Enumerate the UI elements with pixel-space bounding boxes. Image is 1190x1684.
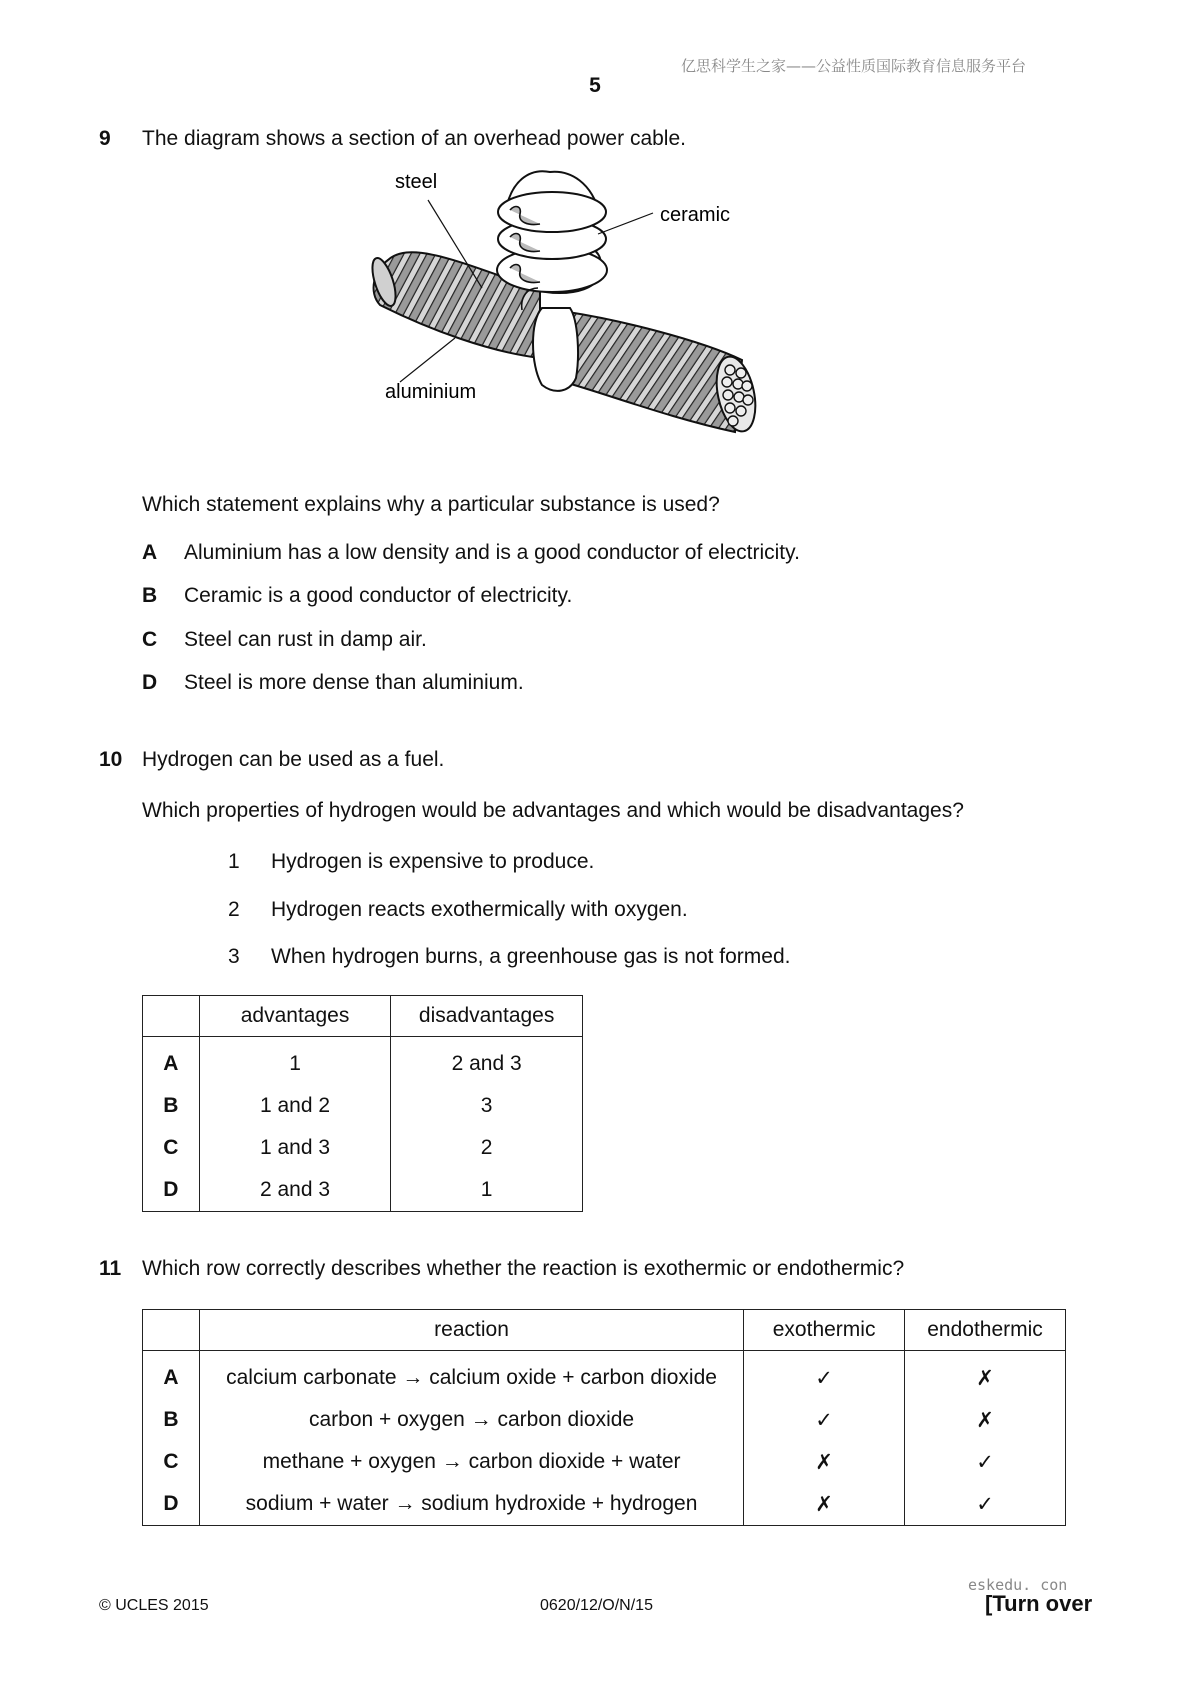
cell-disadvantages: 2 and 3 bbox=[391, 1037, 583, 1086]
row-letter: B bbox=[143, 1399, 200, 1441]
header-advantages: advantages bbox=[199, 996, 391, 1037]
cell-disadvantages: 3 bbox=[391, 1085, 583, 1127]
table-row-b[interactable] bbox=[143, 1085, 583, 1127]
option-letter: D bbox=[142, 671, 158, 694]
q9-stem: The diagram shows a section of an overhead power cable. bbox=[142, 127, 686, 150]
table-row-c[interactable] bbox=[143, 1127, 583, 1169]
cell-reaction: carbon + oxygen → carbon dioxide bbox=[199, 1399, 743, 1441]
cell-advantages: 1 and 2 bbox=[199, 1085, 391, 1127]
cell-exothermic-mark: ✓ bbox=[744, 1351, 905, 1400]
q10-statement-3-text: When hydrogen burns, a greenhouse gas is not formed. bbox=[271, 945, 791, 968]
q9-question: Which statement explains why a particular substance is used? bbox=[142, 493, 720, 516]
label-ceramic: ceramic bbox=[660, 204, 731, 226]
page-number: 5 bbox=[589, 74, 601, 97]
cell-advantages: 1 and 3 bbox=[199, 1127, 391, 1169]
table-row-d[interactable] bbox=[143, 1169, 583, 1212]
header-disadvantages: disadvantages bbox=[391, 996, 583, 1037]
power-cable-diagram bbox=[370, 170, 830, 475]
q9-number: 9 bbox=[99, 127, 111, 150]
table-row-a[interactable] bbox=[143, 1037, 583, 1086]
option-text: Aluminium has a low density and is a good conductor of electricity. bbox=[184, 541, 800, 564]
row-letter: D bbox=[143, 1483, 200, 1526]
cell-reaction: sodium + water → sodium hydroxide + hydrogen bbox=[199, 1483, 743, 1526]
cell-advantages: 2 and 3 bbox=[199, 1169, 391, 1212]
option-text: Steel is more dense than aluminium. bbox=[184, 671, 524, 694]
cell-endothermic-mark: ✓ bbox=[905, 1441, 1066, 1483]
q11-answer-table bbox=[142, 1309, 1066, 1526]
cell-exothermic-mark: ✗ bbox=[744, 1441, 905, 1483]
option-letter: A bbox=[142, 541, 158, 564]
q11-question: Which row correctly describes whether the reaction is exothermic or endothermic? bbox=[142, 1257, 905, 1280]
q10-answer-table bbox=[142, 995, 583, 1212]
cell-disadvantages: 1 bbox=[391, 1169, 583, 1212]
turn-over-label: [Turn over bbox=[985, 1591, 1093, 1616]
q9-option-b[interactable] bbox=[142, 584, 572, 608]
q10-statement-2-num: 2 bbox=[228, 898, 240, 921]
row-letter: A bbox=[143, 1351, 200, 1400]
table-row-c[interactable] bbox=[143, 1441, 1066, 1483]
q10-number: 10 bbox=[99, 748, 123, 771]
cell-reaction: methane + oxygen → carbon dioxide + water bbox=[199, 1441, 743, 1483]
row-letter: A bbox=[143, 1037, 200, 1086]
footer-paper-code: 0620/12/O/N/15 bbox=[540, 1597, 653, 1614]
label-steel: steel bbox=[395, 171, 438, 193]
table-row-b[interactable] bbox=[143, 1399, 1066, 1441]
table-row-a[interactable] bbox=[143, 1351, 1066, 1400]
option-letter: B bbox=[142, 584, 158, 607]
table-header-row bbox=[143, 1310, 1066, 1351]
header-watermark: 亿思科学生之家——公益性质国际教育信息服务平台 bbox=[681, 57, 1027, 75]
option-text: Ceramic is a good conductor of electricity. bbox=[184, 584, 573, 607]
q10-statement-1-num: 1 bbox=[228, 850, 240, 873]
row-letter: C bbox=[143, 1441, 200, 1483]
q10-statement-3-num: 3 bbox=[228, 945, 240, 968]
header-endothermic: endothermic bbox=[905, 1310, 1066, 1351]
q9-option-a[interactable] bbox=[142, 541, 800, 565]
cell-endothermic-mark: ✓ bbox=[905, 1483, 1066, 1526]
q10-stem: Hydrogen can be used as a fuel. bbox=[142, 748, 445, 771]
cell-endothermic-mark: ✗ bbox=[905, 1399, 1066, 1441]
cell-endothermic-mark: ✗ bbox=[905, 1351, 1066, 1400]
option-text: Steel can rust in damp air. bbox=[184, 628, 427, 651]
q10-statement-2-text: Hydrogen reacts exothermically with oxygen. bbox=[271, 898, 688, 921]
ceramic-leader-line bbox=[598, 213, 653, 234]
cable-right-section bbox=[564, 312, 742, 432]
cell-exothermic-mark: ✓ bbox=[744, 1399, 905, 1441]
row-letter: C bbox=[143, 1127, 200, 1169]
q11-number: 11 bbox=[99, 1257, 122, 1280]
cell-reaction: calcium carbonate → calcium oxide + carbon dioxide bbox=[199, 1351, 743, 1400]
footer-watermark: eskedu. con bbox=[968, 1576, 1068, 1594]
table-row-d[interactable] bbox=[143, 1483, 1066, 1526]
label-aluminium: aluminium bbox=[385, 381, 477, 403]
footer-copyright: © UCLES 2015 bbox=[99, 1597, 209, 1614]
q10-question: Which properties of hydrogen would be advantages and which would be disadvantages? bbox=[142, 799, 964, 822]
table-header-row bbox=[143, 996, 583, 1037]
header-cell-blank bbox=[143, 1310, 200, 1351]
aluminium-leader-line bbox=[400, 338, 455, 382]
q9-option-c[interactable] bbox=[142, 628, 427, 652]
cell-exothermic-mark: ✗ bbox=[744, 1483, 905, 1526]
q10-statement-1-text: Hydrogen is expensive to produce. bbox=[271, 850, 595, 873]
row-letter: D bbox=[143, 1169, 200, 1212]
cell-advantages: 1 bbox=[199, 1037, 391, 1086]
q9-option-d[interactable] bbox=[142, 671, 524, 695]
option-letter: C bbox=[142, 628, 158, 651]
header-exothermic: exothermic bbox=[744, 1310, 905, 1351]
header-reaction: reaction bbox=[199, 1310, 743, 1351]
cell-disadvantages: 2 bbox=[391, 1127, 583, 1169]
header-cell-blank bbox=[143, 996, 200, 1037]
row-letter: B bbox=[143, 1085, 200, 1127]
